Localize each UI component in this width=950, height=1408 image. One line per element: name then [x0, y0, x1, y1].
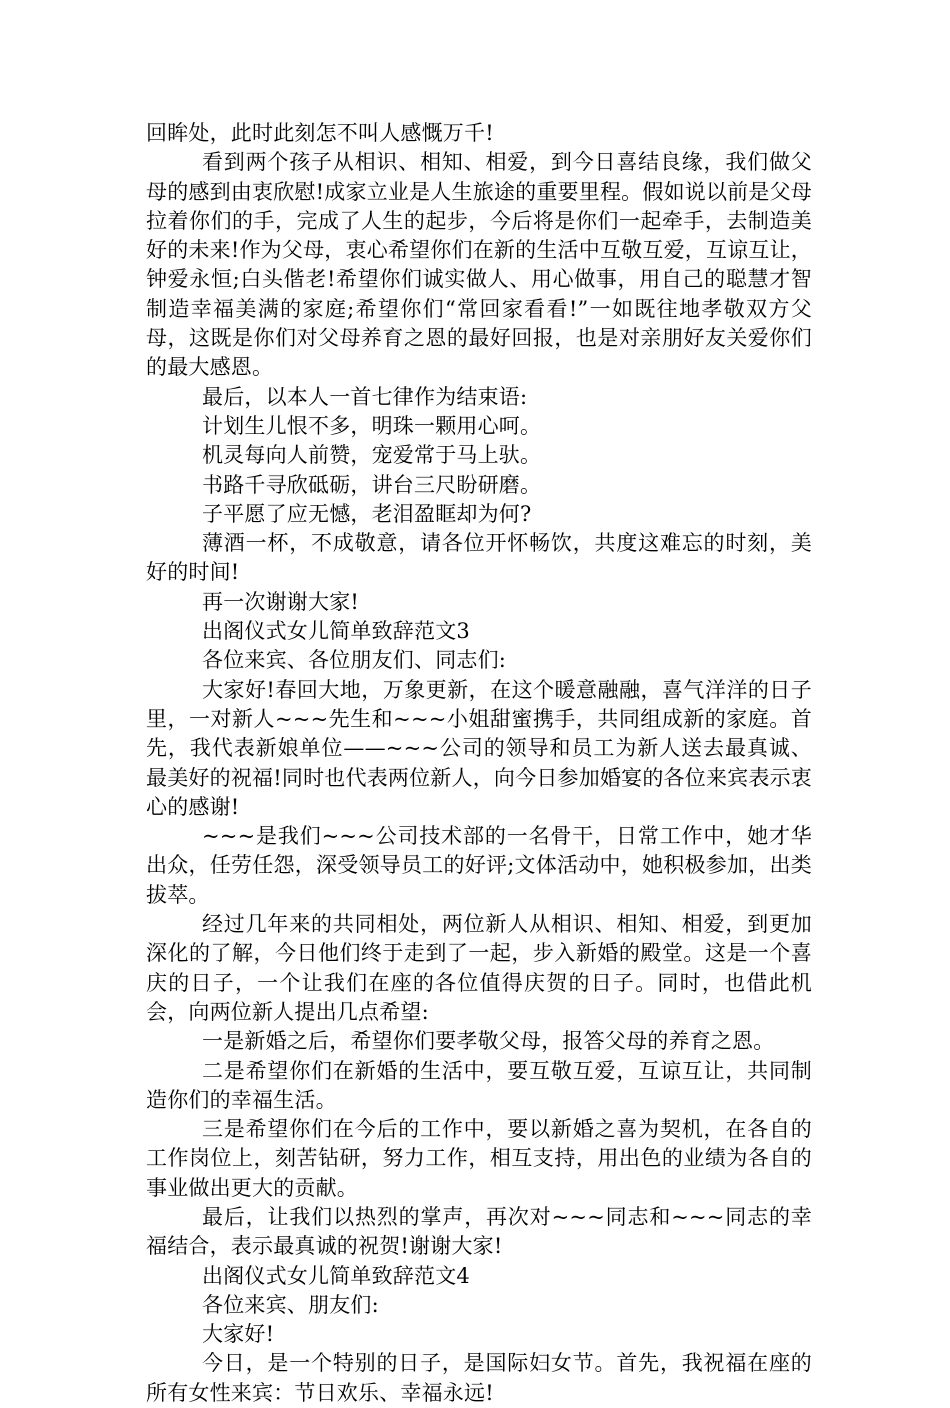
paragraph: 回眸处，此时此刻怎不叫人感慨万千! [146, 121, 494, 145]
paragraph: 一是新婚之后，希望你们要孝敬父母，报答父母的养育之恩。 [202, 1029, 775, 1054]
paragraph: 经过几年来的共同相处，两位新人从相识、相知、相爱，到更加深化的了解，今日他们终于走到了一起，步入新婚的殿堂。这是一个喜庆的日子，一个让我们在座的各位值得庆贺的日子。同时，也借此机会，向两位新人提出几点希望: [146, 912, 812, 1024]
paragraph: 最后，让我们以热烈的掌声，再次对~~~同志和~~~同志的幸福结合，表示最真诚的祝贺!谢谢大家! [146, 1204, 812, 1259]
salutation: 各位来宾、朋友们: [202, 1292, 379, 1317]
paragraph: 再一次谢谢大家! [202, 589, 360, 614]
paragraph: 今日，是一个特别的日子，是国际妇女节。首先，我祝福在座的所有女性来宾：节日欢乐、幸福永远! [146, 1351, 812, 1405]
poem-line: 书路千寻欣砥砺，讲台三尺盼研磨。 [202, 472, 542, 497]
paragraph: 薄酒一杯，不成敬意，请各位开怀畅饮，共度这难忘的时刻，美好的时间! [146, 531, 812, 585]
document-page [146, 119, 812, 1408]
paragraph: 大家好!春回大地，万象更新，在这个暖意融融，喜气洋洋的日子里，一对新人~~~先生和~~~小姐甜蜜携手，共同组成新的家庭。首先，我代表新娘单位——~~~公司的领导和员工为新人送去最真诚、最美好的祝福!同时也代表两位新人，向今日参加婚宴的各位来宾表示衷心的感谢! [146, 677, 812, 819]
section-heading: 出阁仪式女儿简单致辞范文4 [202, 1263, 470, 1288]
poem-line: 子平愿了应无憾，老泪盈眶却为何? [202, 501, 532, 526]
poem-line: 计划生儿恨不多，明珠一颗用心呵。 [202, 413, 542, 438]
paragraph: 最后，以本人一首七律作为结束语: [202, 384, 528, 409]
salutation: 各位来宾、各位朋友们、同志们: [202, 648, 507, 673]
section-heading: 出阁仪式女儿简单致辞范文3 [202, 619, 470, 644]
paragraph: 看到两个孩子从相识、相知、相爱，到今日喜结良缘，我们做父母的感到由衷欣慰!成家立业是人生旅途的重要里程。假如说以前是父母拉着你们的手，完成了人生的起步，今后将是你们一起牵手，去制造美好的未来!作为父母，衷心希望你们在新的生活中互敬互爱，互谅互让，钟爱永恒;白头偕老!希望你们诚实做人、用心做事，用自己的聪慧才智制造幸福美满的家庭;希望你们“常回家看看!”一如既往地孝敬双方父母，这既是你们对父母养育之恩的最好回报，也是对亲朋好友关爱你们的最大感恩。 [146, 150, 812, 380]
paragraph: 大家好! [202, 1322, 275, 1347]
poem-line: 机灵每向人前赞，宠爱常于马上驮。 [202, 443, 542, 468]
paragraph: 三是希望你们在今后的工作中，要以新婚之喜为契机，在各自的工作岗位上，刻苦钻研，努力工作，相互支持，用出色的业绩为各自的事业做出更大的贡献。 [146, 1117, 812, 1200]
paragraph: ~~~是我们~~~公司技术部的一名骨干，日常工作中，她才华出众，任劳任怨，深受领导员工的好评;文体活动中，她积极参加，出类拔萃。 [146, 824, 812, 907]
paragraph: 二是希望你们在新婚的生活中，要互敬互爱，互谅互让，共同制造你们的幸福生活。 [146, 1058, 812, 1112]
